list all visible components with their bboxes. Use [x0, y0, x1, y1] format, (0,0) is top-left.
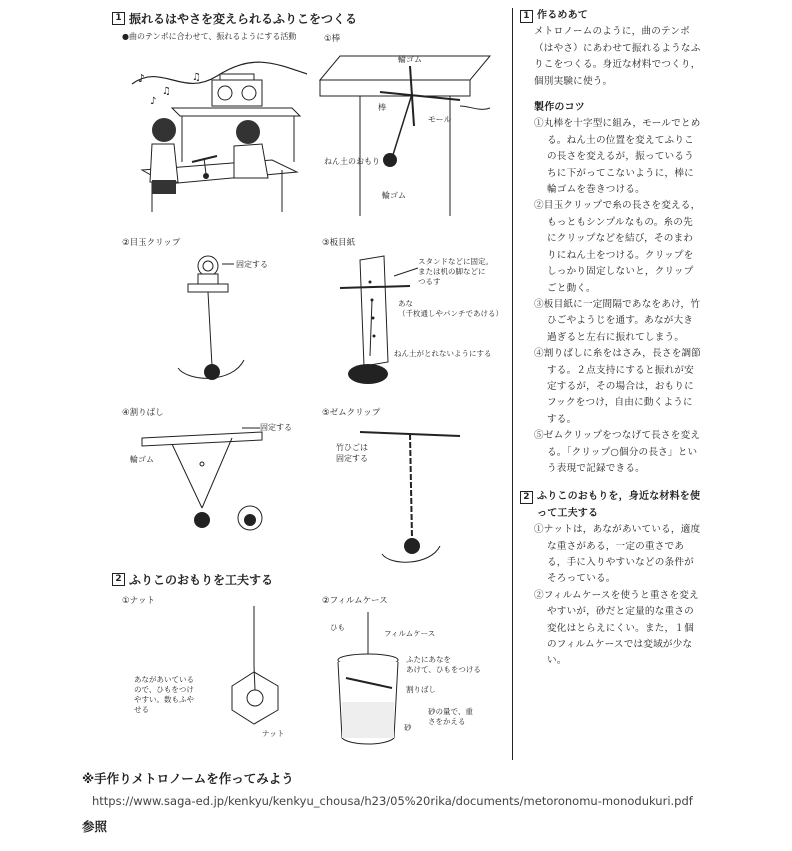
section-number: 2: [112, 573, 125, 586]
label-board-clay: ねん土がとれないようにする: [394, 349, 492, 358]
tip-item: ①丸棒を十字型に組み，モールでとめる。ねん土の位置を変えてふりこの長さを変えるが，振っているうちに下がってこないように，棒に輪ゴムを巻きつける。: [534, 118, 701, 196]
label-bamboo-2: 固定する: [336, 454, 368, 463]
tip-item: ③板目紙に一定間隔であなをあけ，竹ひごやようじを通す。あなが大き過ぎると左右に振れてしまう。: [534, 298, 701, 343]
label-hole-1: あな: [398, 299, 413, 308]
label-stand-3: つるす: [418, 277, 441, 286]
label-nut-note-1: あながあいている: [134, 675, 194, 684]
section-2-heading: [112, 571, 273, 588]
tip-item: ②目玉クリップで糸の長さを変える，もっともシンプルなもの。糸の先にクリップなどを結び，そのまわりにねん土をつける。クリップをしっかり固定しないと，クリップごと動く。: [534, 200, 701, 294]
section-number: 1: [520, 10, 533, 23]
figure-title-clip: ②目玉クリップ: [122, 238, 181, 248]
film-case-weight-diagram: [320, 606, 500, 756]
clip-pendulum-diagram: [168, 250, 298, 390]
section-number: 1: [112, 12, 125, 25]
gem-clip-pendulum-diagram: [320, 420, 500, 570]
label-lid-2: あけて、ひもをつける: [406, 665, 481, 674]
tip-item: ④割りばしに糸をはさみ，長さを調節する。２点支持にすると振れが安定するが，その場合は，おもりにフックをつけ，自由に動くようにする。: [534, 348, 702, 425]
right-column: [520, 8, 702, 670]
board-pendulum-diagram: [320, 250, 503, 400]
label-stand-1: スタンドなどに固定。: [418, 257, 493, 266]
label-case: フィルムケース: [384, 629, 436, 638]
heading-title: ふりこのおもりを，身近な材料を使って工夫する: [537, 491, 701, 519]
chopstick-pendulum-diagram: [122, 420, 302, 550]
nut-weight-diagram: [122, 606, 312, 756]
label-nut: ナット: [262, 729, 285, 738]
figure-title-board: ③板目紙: [322, 238, 356, 248]
column-divider: [512, 8, 513, 760]
aim-text: メトロノームのように，曲のテンポ（はやさ）にあわせて振れるようなふりこをつくる。身近な材料でつくり，個別実験に使う。: [534, 26, 701, 87]
label-clay: ねん土のおもり: [324, 157, 380, 166]
label-nut-note-3: やすい。数もふや: [134, 695, 194, 704]
activity-caption: ●曲のテンポに合わせて、振れるようにする活動: [122, 32, 297, 41]
heading-title: 作るめあて: [537, 10, 588, 21]
figure-title-gem: ⑤ゼムクリップ: [322, 408, 381, 418]
label-rubber-top: 輪ゴム: [398, 55, 422, 64]
tip-item: ⑤ゼムクリップをつなげて長さを変える。「クリップ○個分の長さ」という表現で記録できる。: [534, 430, 701, 474]
label-stick: 棒: [378, 103, 386, 112]
label-mall: モール: [428, 115, 452, 124]
weights-list: [520, 522, 702, 670]
figure-title-stick: ①棒: [324, 34, 341, 44]
footer-title: ※手作りメトロノームを作ってみよう: [82, 771, 294, 786]
svg-text:♫: ♫: [162, 86, 171, 97]
weight-item: ②フィルムケースを使うと重さを変えやすいが，砂だと定量的な重さの変化はとらえにくい。また，１個のフィルムケースでは変域が少ない。: [534, 589, 699, 667]
label-nut-note-4: せる: [134, 705, 149, 714]
label-fix-clip: 固定する: [236, 260, 268, 269]
label-sand: 砂: [404, 723, 412, 732]
label-string: ひも: [330, 623, 345, 632]
label-lid-1: ふたにあなを: [406, 655, 451, 664]
svg-text:♪: ♪: [150, 96, 157, 107]
weight-item: ①ナットは，あながあいている，適度な重さがある，一定の重さである，手に入りやすいなどの条件がそろっている。: [534, 524, 701, 585]
label-bamboo-1: 竹ひごは: [336, 443, 368, 452]
section-1-heading: [112, 10, 357, 27]
figure-title-film: ②フィルムケース: [322, 596, 388, 606]
label-stand-2: または机の脚などに: [418, 267, 486, 276]
section-title: 振れるはやさを変えられるふりこをつくる: [129, 12, 358, 26]
reference-note: 参照: [82, 819, 108, 834]
label-chopstick: 割りばし: [406, 685, 436, 694]
label-nut-note-2: ので、ひもをつけ: [134, 685, 194, 694]
label-fix-chopstick: 固定する: [260, 423, 292, 432]
label-rubber-chopstick: 輪ゴム: [130, 455, 154, 464]
label-amount-1: 砂の量で、重: [428, 707, 473, 716]
right-heading-1: [520, 8, 702, 24]
figure-title-nut: ①ナット: [122, 596, 155, 606]
svg-text:♪: ♪: [138, 72, 146, 85]
reference-url-link[interactable]: https://www.saga-ed.jp/kenkyu/kenkyu_chousa/h23/05%20rika/documents/metoronomu-monodukuri.pdf: [92, 794, 693, 808]
label-hole-2: （千枚通しやパンチであける）: [398, 309, 503, 318]
label-amount-2: さをかえる: [428, 717, 466, 726]
figure-title-chopstick: ④割りばし: [122, 408, 164, 418]
tips-title: 製作のコツ: [534, 102, 585, 114]
section-title: ふりこのおもりを工夫する: [129, 573, 274, 587]
stick-pendulum-diagram: [320, 46, 500, 226]
right-heading-2: [520, 489, 702, 522]
classroom-illustration: [122, 52, 312, 222]
tips-list: [520, 116, 702, 477]
svg-text:♫: ♫: [192, 72, 201, 83]
section-number: 2: [520, 491, 533, 504]
label-rubber-bottom: 輪ゴム: [382, 191, 406, 200]
